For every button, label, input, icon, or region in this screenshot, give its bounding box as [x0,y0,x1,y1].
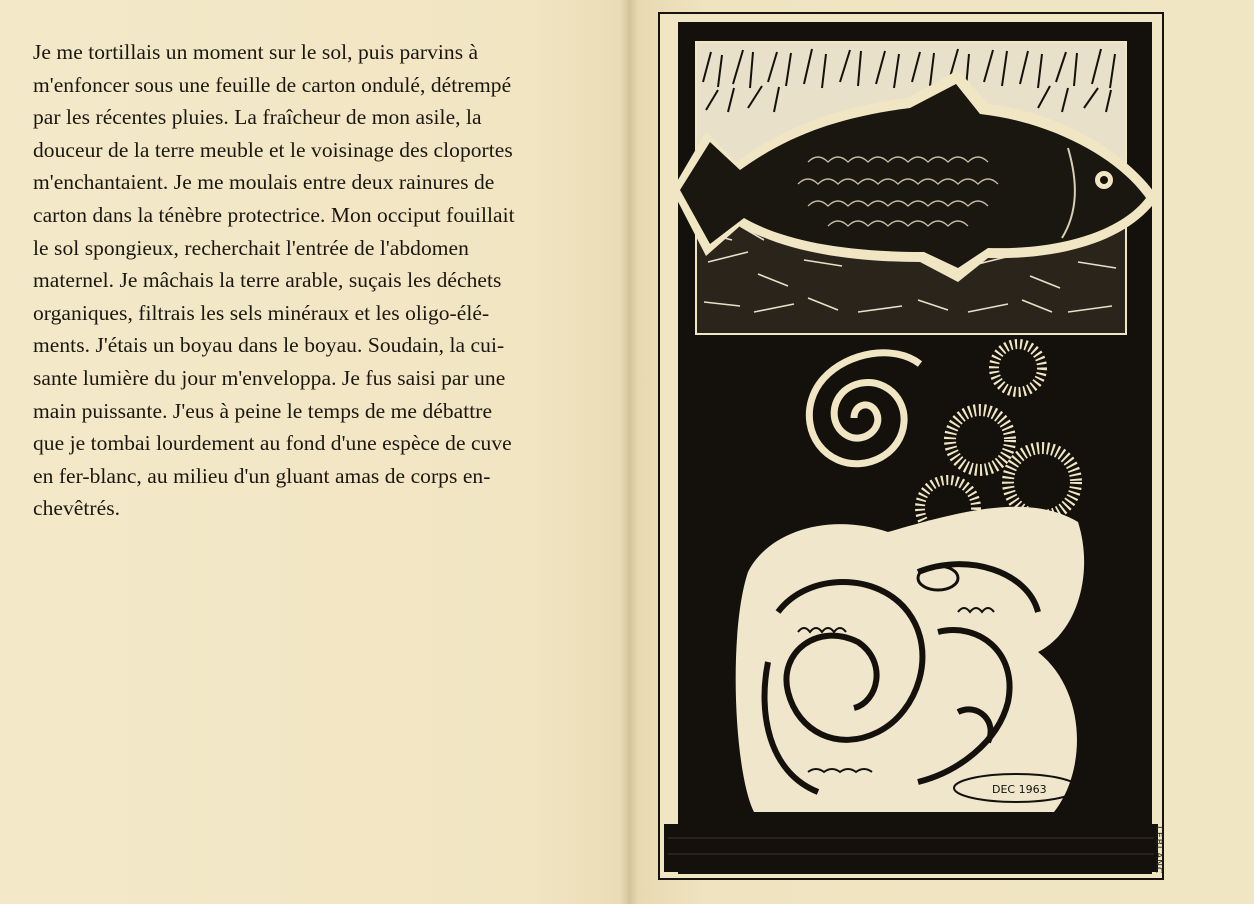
text-line: carton dans la ténèbre protectrice. Mon occiput fouillait [33,202,515,227]
collage-artwork [658,12,1164,880]
text-line: m'enchantaient. Je me moulais entre deux rainures de [33,170,495,195]
body-text [33,36,603,525]
text-line: le sol spongieux, recherchait l'entrée de l'abdomen [33,235,469,260]
text-line: sante lumière du jour m'enveloppa. Je fus saisi par une [33,365,506,390]
text-line: m'enfoncer sous une feuille de carton ondulé, détrempé [33,72,512,97]
text-line: douceur de la terre meuble et le voisinage des cloportes [33,137,513,162]
text-line: main puissante. J'eus à peine le temps de me débattre [33,398,493,423]
book-gutter [620,0,638,904]
text-line: ments. J'étais un boyau dans le boyau. Soudain, la cui- [33,333,505,358]
coiled-forms [736,507,1084,812]
date-stamp: DEC 1963 [992,783,1047,796]
text-line: Je me tortillais un moment sur le sol, puis parvins à [33,40,479,64]
text-line: organiques, filtrais les sels minéraux et les oligo-élé- [33,300,490,325]
text-line: par les récentes pluies. La fraîcheur de mon asile, la [33,105,482,130]
text-line: en fer-blanc, au milieu d'un gluant amas de corps en- [33,463,491,488]
text-line: que je tombai lourdement au fond d'une espèce de cuve [33,431,512,456]
text-line: maternel. Je mâchais la terre arable, suçais les déchets [33,268,502,293]
text-line: chevêtrés. [33,496,121,521]
artist-signature: LEBLANC [1153,826,1163,875]
